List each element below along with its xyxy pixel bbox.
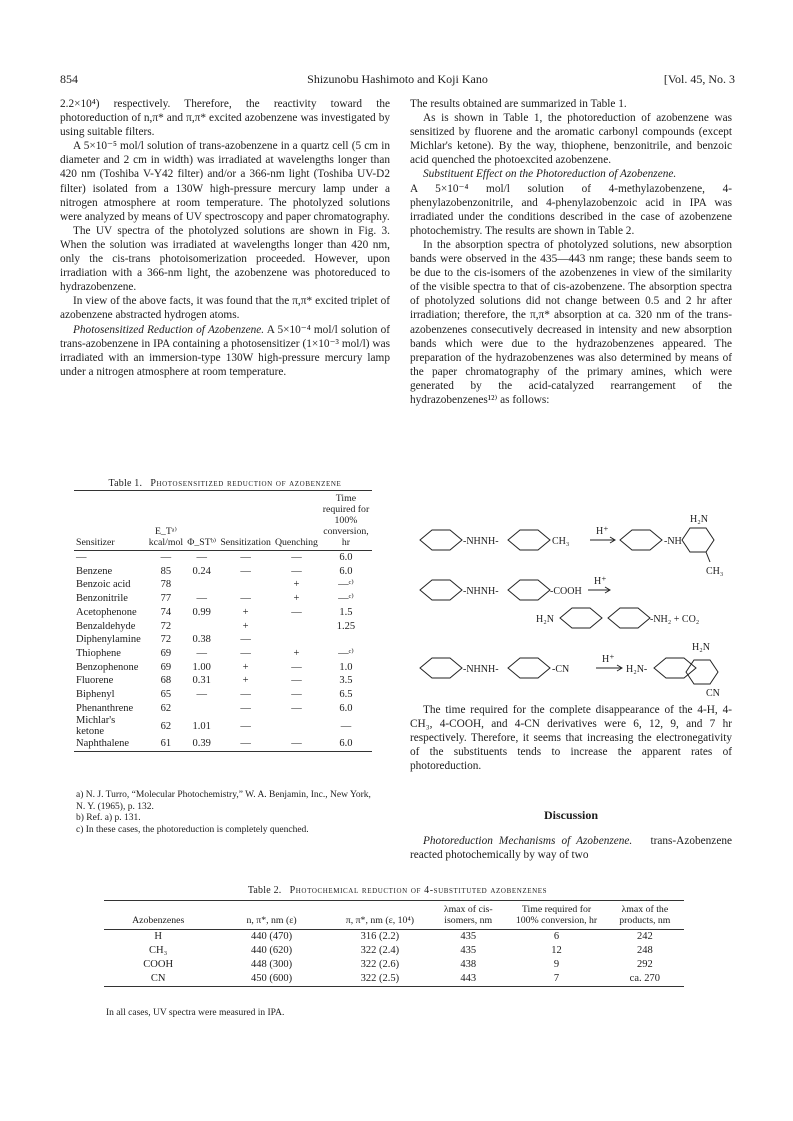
column-header: Azobenzenes bbox=[104, 901, 212, 930]
acid-catalyst: H⁺ bbox=[594, 576, 607, 587]
table-row: CH₃ 440 (620) 322 (2.4) 435 12 248 bbox=[149, 945, 653, 956]
product-label: -NH₂ + CO₂ bbox=[650, 614, 700, 625]
paragraph: In view of the above facts, it was found that the π,π* excited triplet of azobenzene abstracted hydrogen atoms. bbox=[60, 295, 390, 322]
table-row: CN 450 (600) 322 (2.5) 443 7 ca. 270 bbox=[104, 972, 684, 987]
substituent: -CN bbox=[552, 664, 570, 675]
page-header bbox=[60, 72, 735, 88]
table-row: COOH 448 (300) 322 (2.6) 438 9 292 bbox=[143, 959, 653, 970]
benzene-ring bbox=[508, 658, 550, 678]
column-header: E_Tᵃ⁾ kcal/mol bbox=[147, 491, 185, 551]
table1-caption: Table 1. Photosensitized reduction of azobenzene bbox=[108, 478, 342, 489]
table-row: Benzaldehyde 72 + 1.25 bbox=[76, 620, 356, 632]
table-row: Phenanthrene 62 — — 6.0 bbox=[76, 702, 353, 714]
column-header: π, π*, nm (ε, 10⁴) bbox=[331, 901, 429, 930]
left-column bbox=[60, 97, 390, 379]
amino-group: H₂N bbox=[536, 614, 554, 625]
column-header: Time required for 100% conversion, hr bbox=[320, 491, 372, 551]
table-row: Benzophenone 69 1.00 + — 1.0 bbox=[76, 661, 353, 673]
subsection-heading: Photosensitized Reduction of Azobenzene. bbox=[73, 323, 265, 336]
benzene-ring bbox=[654, 658, 696, 678]
table-row: H 440 (470) 316 (2.2) 435 6 242 bbox=[154, 931, 653, 942]
column-header: λmax of cis-isomers, nm bbox=[429, 901, 507, 930]
paragraph: The time required for the complete disappearance of the 4-H, 4-CH₃, 4-COOH, and 4-CN derivatives were 6, 12, 9, and 7 hr respectively. Therefore, it seems that increasing the electronegativity of the substituents tends to increase the apparent rates of photoreduction. bbox=[410, 704, 732, 773]
volume-info: [Vol. 45, No. 3 bbox=[663, 72, 735, 86]
reaction-scheme bbox=[410, 500, 740, 700]
paragraph: The UV spectra of the photolyzed solutions are shown in Fig. 3. When the solution was irradiated at wavelengths longer than 420 nm, only the cis-trans photoisomerization proceeded. However, upon irradiation with a 366-nm light, the azobenzene was photoreduced to hydrazobenzene. bbox=[60, 224, 390, 294]
benzene-ring bbox=[420, 658, 462, 678]
benzene-ring bbox=[508, 530, 550, 550]
paragraph: A 5×10⁻⁴ mol/l solution of 4-methylazobenzene, 4-phenylazobenzonitrile, and 4-phenylazobenzoic acid in IPA was irradiated under the conditions described in the case of azobenzene photochemistry. The results are shown in Table 2. bbox=[410, 182, 732, 237]
discussion-text bbox=[410, 834, 732, 862]
table2 bbox=[104, 900, 684, 987]
table-row: — — — — — 6.0 bbox=[76, 552, 353, 563]
section-heading: Discussion bbox=[543, 808, 599, 822]
page-number: 854 bbox=[60, 72, 78, 86]
table-row: Michlar's ketone 62 1.01 — — bbox=[76, 715, 352, 738]
table-row: Diphenylamine 72 0.38 — bbox=[76, 634, 251, 646]
reactant-linker: -NHNH- bbox=[463, 664, 499, 675]
table-row: Benzonitrile 77 — — + —ᶜ⁾ bbox=[76, 593, 354, 605]
subsection-heading: Photoreduction Mechanisms of Azobenzene. bbox=[423, 835, 633, 847]
table-header-row bbox=[74, 491, 372, 551]
table-row: Benzoic acid 78 + —ᶜ⁾ bbox=[76, 579, 354, 591]
footnote: c) In these cases, the photoreduction is completely quenched. bbox=[76, 824, 309, 835]
table-header-row bbox=[104, 901, 684, 930]
table-row: Benzene 85 0.24 — — 6.0 bbox=[76, 565, 353, 577]
reactant-linker: -NHNH- bbox=[463, 536, 499, 547]
right-column bbox=[410, 97, 732, 407]
running-authors: Shizunobu Hashimoto and Koji Kano bbox=[307, 72, 488, 86]
paragraph: A 5×10⁻⁵ mol/l solution of trans-azobenzene in a quartz cell (5 cm in diameter and 2 cm in width) was irradiated at wavelengths longer than 420 nm (Toshiba V-Y42 filter) and/or a 366-nm light (Toshiba UV-D2 filter) isolated from a 130W high-pressure mercury lamp under a nitrogen atmosphere at room temperature. The photolyzed solutions were analyzed by means of UV spectroscopy and paper chromatography. bbox=[60, 140, 390, 223]
footnote: a) N. J. Turro, “Molecular Photochemistry,” W. A. Benjamin, Inc., New York, N. Y. (1965), p. 132. bbox=[76, 790, 371, 812]
benzene-ring bbox=[420, 580, 462, 600]
amino-group: H₂N bbox=[690, 514, 708, 525]
column-header: n, π*, nm (ε) bbox=[212, 901, 330, 930]
amino-group: H₂N- bbox=[626, 664, 648, 675]
amino-group: H₂N bbox=[692, 642, 710, 653]
benzene-ring bbox=[420, 530, 462, 550]
benzene-ring bbox=[508, 580, 550, 600]
substituent: CN bbox=[706, 688, 720, 699]
column-header: Quenching bbox=[273, 491, 320, 551]
paragraph: A 5×10⁻⁴ mol/l solution of trans-azobenzene in IPA containing a photosensitizer (1×10⁻³ mol/l) was irradiated with an immersion-type 130W high-pressure mercury lamp under a nitrogen atmosphere at room temperature. bbox=[60, 323, 390, 378]
reactant-linker: -NHNH- bbox=[463, 586, 499, 597]
table-row: Fluorene 68 0.31 + — 3.5 bbox=[76, 675, 353, 687]
benzene-ring bbox=[608, 608, 650, 628]
column-header: Φ_STᵇ⁾ bbox=[185, 491, 218, 551]
substituent: -COOH bbox=[550, 586, 582, 597]
paragraph: The results obtained are summarized in Table 1. bbox=[410, 98, 627, 110]
subsection-heading: Substituent Effect on the Photoreduction of Azobenzene. bbox=[423, 168, 677, 181]
right-column-continued bbox=[410, 703, 732, 773]
table1 bbox=[74, 490, 372, 752]
column-header: Sensitization bbox=[218, 491, 273, 551]
footnote: b) Ref. a) p. 131. bbox=[76, 813, 141, 823]
column-header: Time required for 100% conversion, hr bbox=[507, 901, 605, 930]
benzene-ring bbox=[560, 608, 602, 628]
table1-footnotes bbox=[76, 790, 376, 836]
substituent: CH₃ bbox=[552, 536, 570, 547]
table2-footnote: In all cases, UV spectra were measured in IPA. bbox=[106, 1008, 285, 1018]
table2-caption: Table 2. Photochemical reduction of 4-substituted azobenzenes bbox=[247, 885, 548, 896]
table-row: Naphthalene 61 0.39 — — 6.0 bbox=[74, 737, 372, 751]
paragraph: trans-Azobenzene reacted photochemically by way of two bbox=[410, 835, 732, 862]
column-header: λmax of the products, nm bbox=[606, 901, 684, 930]
acid-catalyst: H⁺ bbox=[602, 654, 615, 665]
reaction-2 bbox=[420, 580, 650, 628]
benzene-ring bbox=[620, 530, 662, 550]
paragraph: In the absorption spectra of photolyzed solutions, new absorption bands were observed in the 435—443 nm range; these bands seem to be due to the cis-isomers of the azobenzenes in view of the similarity of the visible spectra to that of cis-azobenzene. The absorption spectra of photolyzed solutions did not change between 0.5 and 2 hr after irradiation; therefore, the π,π* absorption at ca. 320 nm of the trans-azobenzenes consecutively decreased in intensity and new absorption bands which were due to the hydrazobenzenes appeared. The preparation of the hydrazobenzenes was also determined by means of the paper chromatography of the primary amines, which were generated by the acid-catalyzed rearrangement of the hydrazobenzenes¹²⁾ as follows: bbox=[410, 238, 732, 406]
substituent: CH₃ bbox=[706, 566, 724, 577]
paragraph: 2.2×10⁴) respectively. Therefore, the reactivity toward the photoreduction of n,π* and π,π* excited azobenzene was investigated by using suitable filters. bbox=[60, 98, 390, 139]
benzene-ring bbox=[682, 528, 714, 552]
acid-catalyst: H⁺ bbox=[596, 526, 609, 537]
paragraph: As is shown in Table 1, the photoreduction of azobenzene was sensitized by fluorene and the aromatic carbonyl compounds (except Michlar's ketone). By the way, thiophene, benzonitrile, and benzoic acid quenched the photoexcited azobenzene. bbox=[410, 112, 732, 167]
table-row: Acetophenone 74 0.99 + — 1.5 bbox=[76, 606, 353, 618]
table-row: Thiophene 69 — — + —ᶜ⁾ bbox=[76, 647, 354, 659]
amine-linker: -NH bbox=[664, 536, 682, 547]
table-row: Biphenyl 65 — — — 6.5 bbox=[76, 689, 353, 701]
column-header: Sensitizer bbox=[74, 491, 147, 551]
